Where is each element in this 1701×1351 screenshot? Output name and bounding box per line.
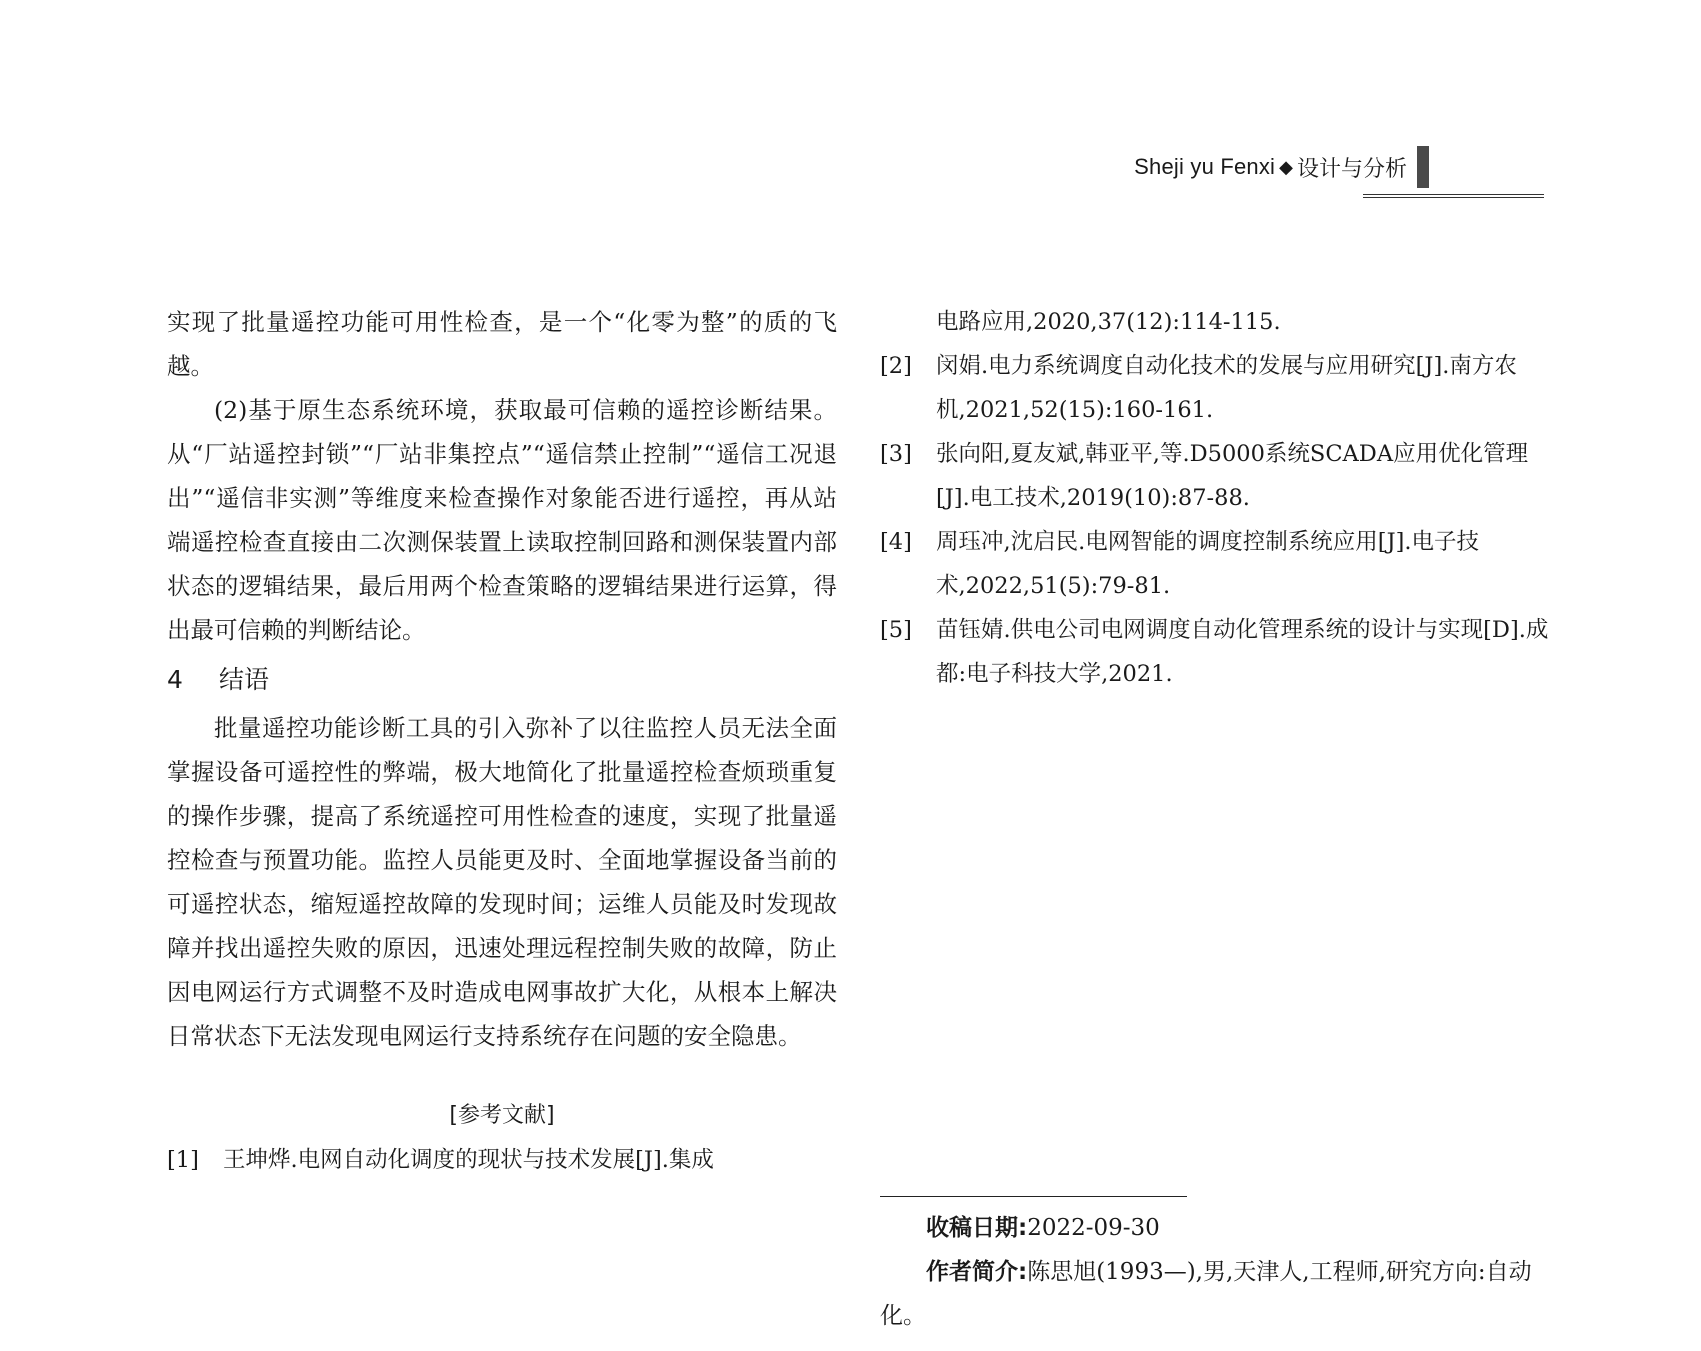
reference-tag: [2] bbox=[880, 353, 912, 379]
reference-tag: [4] bbox=[880, 529, 912, 555]
paragraph-point-2: (2)基于原生态系统环境，获取最可信赖的遥控诊断结果。从“厂站遥控封锁”“厂站非集控点”“遥信禁止控制”“遥信工况退出”“遥信非实测”等维度来检查操作对象能否进行遥控，再从站端遥控检查直接由二次测保装置上读取控制回路和测保装置内部状态的逻辑结果，最后用两个检查策略的逻辑结果进行运算，得出最可信赖的判断结论。 bbox=[167, 396, 837, 644]
header-double-rule bbox=[1363, 194, 1544, 198]
author-info-value: 陈思旭(1993—),男,天津人,工程师,研究方向:自动化。 bbox=[880, 1259, 1532, 1329]
paragraph-conclusion: 批量遥控功能诊断工具的引入弥补了以往监控人员无法全面掌握设备可遥控性的弊端，极大地简化了批量遥控检查烦琐重复的操作步骤，提高了系统遥控可用性检查的速度，实现了批量遥控检查与预置功能。监控人员能更及时、全面地掌握设备当前的可遥控状态，缩短遥控故障的发现时间；运维人员能及时发现故障并找出遥控失败的原因，迅速处理远程控制失败的故障，防止因电网运行方式调整不及时造成电网事故扩大化，从根本上解决日常状态下无法发现电网运行支持系统存在问题的安全隐患。 bbox=[167, 714, 837, 1050]
reference-item-2 bbox=[880, 344, 1550, 432]
section-heading-conclusion bbox=[167, 656, 837, 704]
diamond-icon: ◆ bbox=[1279, 156, 1293, 178]
reference-text: 王坤烨.电网自动化调度的现状与技术发展[J].集成 bbox=[223, 1147, 714, 1173]
reference-text: 闵娟.电力系统调度自动化技术的发展与应用研究[J].南方农机,2021,52(15):160-161. bbox=[936, 353, 1517, 423]
reference-item-4 bbox=[880, 520, 1550, 608]
footnote-divider bbox=[880, 1196, 1187, 1197]
reference-item-5 bbox=[880, 608, 1550, 696]
paragraph-continuation: 实现了批量遥控功能可用性检查，是一个“化零为整”的质的飞越。 bbox=[167, 308, 837, 380]
reference-tag: [5] bbox=[880, 617, 912, 643]
reference-text: 张向阳,夏友斌,韩亚平,等.D5000系统SCADA应用优化管理[J].电工技术,2019(10):87-88. bbox=[936, 441, 1529, 511]
footnotes bbox=[880, 1206, 1550, 1338]
received-date bbox=[880, 1206, 1550, 1250]
header-section-name: 设计与分析 bbox=[1296, 156, 1407, 182]
reference-item-3 bbox=[880, 432, 1550, 520]
right-column bbox=[880, 300, 1550, 696]
header-bar-decoration bbox=[1417, 146, 1429, 188]
author-info bbox=[880, 1250, 1550, 1338]
references-title: [参考文献] bbox=[449, 1103, 555, 1128]
reference-tag: [3] bbox=[880, 441, 912, 467]
author-info-label: 作者简介: bbox=[926, 1259, 1028, 1285]
reference-tag: [1] bbox=[167, 1147, 199, 1173]
running-header bbox=[1134, 146, 1429, 188]
received-date-label: 收稿日期: bbox=[926, 1215, 1028, 1241]
reference-item-1-continued: 电路应用,2020,37(12):114-115. bbox=[936, 309, 1281, 335]
section-number: 4 bbox=[167, 665, 183, 694]
reference-item-1 bbox=[167, 1138, 837, 1182]
header-journal-pinyin: Sheji yu Fenxi bbox=[1134, 154, 1276, 179]
left-column bbox=[167, 300, 837, 1182]
reference-text: 苗钰婧.供电公司电网调度自动化管理系统的设计与实现[D].成都:电子科技大学,2021. bbox=[936, 617, 1549, 687]
received-date-value: 2022-09-30 bbox=[1027, 1215, 1160, 1241]
section-title: 结语 bbox=[219, 665, 270, 694]
reference-text: 周珏冲,沈启民.电网智能的调度控制系统应用[J].电子技术,2022,51(5):79-81. bbox=[936, 529, 1480, 599]
